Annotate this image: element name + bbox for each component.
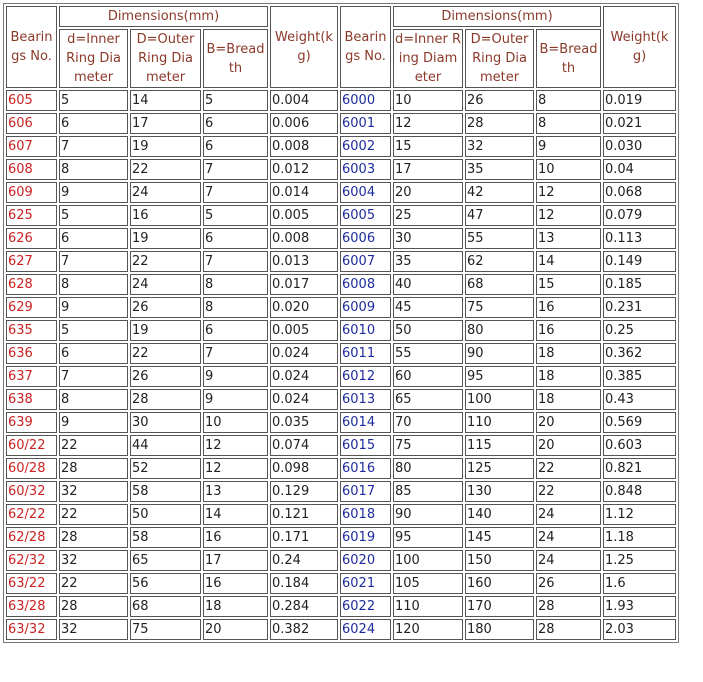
right-inner-diameter-cell: 25 — [393, 205, 463, 226]
left-weight-cell: 0.171 — [270, 527, 338, 548]
right-bearing-no-cell: 6021 — [340, 573, 391, 594]
right-breadth-cell: 18 — [536, 343, 601, 364]
left-inner-diameter-cell: 22 — [59, 504, 128, 525]
right-breadth-cell: 24 — [536, 504, 601, 525]
left-inner-diameter-cell: 28 — [59, 527, 128, 548]
inner-diameter-header-left: d=Inner Ring Diameter — [59, 29, 128, 88]
left-outer-diameter-cell: 58 — [130, 481, 201, 502]
right-bearing-no-cell: 6007 — [340, 251, 391, 272]
right-bearing-no-cell: 6024 — [340, 619, 391, 640]
left-bearing-no-cell: 627 — [6, 251, 57, 272]
right-weight-cell: 0.603 — [603, 435, 676, 456]
right-breadth-cell: 10 — [536, 159, 601, 180]
left-breadth-cell: 6 — [203, 228, 268, 249]
right-breadth-cell: 28 — [536, 619, 601, 640]
left-inner-diameter-cell: 28 — [59, 458, 128, 479]
right-breadth-cell: 18 — [536, 389, 601, 410]
left-weight-cell: 0.121 — [270, 504, 338, 525]
right-inner-diameter-cell: 50 — [393, 320, 463, 341]
right-bearing-no-cell: 6005 — [340, 205, 391, 226]
left-breadth-cell: 16 — [203, 527, 268, 548]
right-breadth-cell: 18 — [536, 366, 601, 387]
right-breadth-cell: 8 — [536, 90, 601, 111]
left-weight-cell: 0.008 — [270, 136, 338, 157]
left-bearing-no-cell: 62/22 — [6, 504, 57, 525]
left-breadth-cell: 7 — [203, 159, 268, 180]
left-breadth-cell: 17 — [203, 550, 268, 571]
left-breadth-cell: 12 — [203, 458, 268, 479]
right-outer-diameter-cell: 140 — [465, 504, 534, 525]
right-inner-diameter-cell: 95 — [393, 527, 463, 548]
left-bearing-no-cell: 628 — [6, 274, 57, 295]
left-inner-diameter-cell: 8 — [59, 274, 128, 295]
right-outer-diameter-cell: 28 — [465, 113, 534, 134]
right-weight-cell: 0.43 — [603, 389, 676, 410]
right-weight-cell: 0.231 — [603, 297, 676, 318]
right-inner-diameter-cell: 120 — [393, 619, 463, 640]
right-inner-diameter-cell: 45 — [393, 297, 463, 318]
right-weight-cell: 1.18 — [603, 527, 676, 548]
left-breadth-cell: 5 — [203, 205, 268, 226]
right-bearing-no-cell: 6004 — [340, 182, 391, 203]
left-outer-diameter-cell: 75 — [130, 619, 201, 640]
right-outer-diameter-cell: 160 — [465, 573, 534, 594]
right-weight-cell: 0.04 — [603, 159, 676, 180]
right-inner-diameter-cell: 85 — [393, 481, 463, 502]
table-row — [6, 481, 676, 502]
right-weight-cell: 2.03 — [603, 619, 676, 640]
table-row — [6, 412, 676, 433]
left-outer-diameter-cell: 44 — [130, 435, 201, 456]
right-outer-diameter-cell: 55 — [465, 228, 534, 249]
right-bearing-no-cell: 6008 — [340, 274, 391, 295]
bearing-no-header-left: Bearings No. — [6, 6, 57, 88]
right-outer-diameter-cell: 32 — [465, 136, 534, 157]
left-inner-diameter-cell: 32 — [59, 550, 128, 571]
right-outer-diameter-cell: 47 — [465, 205, 534, 226]
left-breadth-cell: 5 — [203, 90, 268, 111]
right-bearing-no-cell: 6018 — [340, 504, 391, 525]
right-weight-cell: 0.362 — [603, 343, 676, 364]
table-row — [6, 251, 676, 272]
right-outer-diameter-cell: 145 — [465, 527, 534, 548]
right-outer-diameter-cell: 42 — [465, 182, 534, 203]
table-body — [6, 90, 676, 640]
right-weight-cell: 0.25 — [603, 320, 676, 341]
right-bearing-no-cell: 6014 — [340, 412, 391, 433]
right-bearing-no-cell: 6016 — [340, 458, 391, 479]
right-breadth-cell: 22 — [536, 458, 601, 479]
right-bearing-no-cell: 6013 — [340, 389, 391, 410]
left-weight-cell: 0.008 — [270, 228, 338, 249]
left-inner-diameter-cell: 5 — [59, 320, 128, 341]
left-outer-diameter-cell: 50 — [130, 504, 201, 525]
left-weight-cell: 0.013 — [270, 251, 338, 272]
table-row — [6, 228, 676, 249]
right-inner-diameter-cell: 110 — [393, 596, 463, 617]
right-inner-diameter-cell: 35 — [393, 251, 463, 272]
left-inner-diameter-cell: 5 — [59, 205, 128, 226]
left-bearing-no-cell: 629 — [6, 297, 57, 318]
left-outer-diameter-cell: 68 — [130, 596, 201, 617]
left-breadth-cell: 7 — [203, 343, 268, 364]
right-breadth-cell: 12 — [536, 205, 601, 226]
bearing-spec-table-container — [3, 3, 679, 643]
left-inner-diameter-cell: 9 — [59, 412, 128, 433]
left-outer-diameter-cell: 30 — [130, 412, 201, 433]
dimensions-header-right: Dimensions(mm) — [393, 6, 601, 27]
right-outer-diameter-cell: 80 — [465, 320, 534, 341]
right-breadth-cell: 14 — [536, 251, 601, 272]
left-outer-diameter-cell: 28 — [130, 389, 201, 410]
table-row — [6, 573, 676, 594]
left-breadth-cell: 16 — [203, 573, 268, 594]
left-inner-diameter-cell: 7 — [59, 251, 128, 272]
right-breadth-cell: 15 — [536, 274, 601, 295]
table-row — [6, 458, 676, 479]
right-bearing-no-cell: 6000 — [340, 90, 391, 111]
left-outer-diameter-cell: 24 — [130, 182, 201, 203]
left-breadth-cell: 6 — [203, 320, 268, 341]
right-bearing-no-cell: 6015 — [340, 435, 391, 456]
left-inner-diameter-cell: 28 — [59, 596, 128, 617]
right-breadth-cell: 13 — [536, 228, 601, 249]
right-bearing-no-cell: 6011 — [340, 343, 391, 364]
right-inner-diameter-cell: 90 — [393, 504, 463, 525]
right-inner-diameter-cell: 75 — [393, 435, 463, 456]
right-breadth-cell: 24 — [536, 527, 601, 548]
left-weight-cell: 0.024 — [270, 389, 338, 410]
left-inner-diameter-cell: 7 — [59, 366, 128, 387]
left-outer-diameter-cell: 19 — [130, 320, 201, 341]
left-weight-cell: 0.098 — [270, 458, 338, 479]
right-inner-diameter-cell: 100 — [393, 550, 463, 571]
left-inner-diameter-cell: 22 — [59, 573, 128, 594]
right-outer-diameter-cell: 110 — [465, 412, 534, 433]
right-outer-diameter-cell: 26 — [465, 90, 534, 111]
table-row — [6, 113, 676, 134]
table-header — [6, 6, 676, 88]
left-breadth-cell: 12 — [203, 435, 268, 456]
left-bearing-no-cell: 608 — [6, 159, 57, 180]
left-bearing-no-cell: 60/22 — [6, 435, 57, 456]
inner-diameter-header-right: d=Inner Ring Diameter — [393, 29, 463, 88]
weight-header-left: Weight(kg) — [270, 6, 338, 88]
left-breadth-cell: 9 — [203, 366, 268, 387]
right-inner-diameter-cell: 10 — [393, 90, 463, 111]
right-inner-diameter-cell: 65 — [393, 389, 463, 410]
left-weight-cell: 0.024 — [270, 366, 338, 387]
right-outer-diameter-cell: 180 — [465, 619, 534, 640]
table-row — [6, 596, 676, 617]
left-breadth-cell: 18 — [203, 596, 268, 617]
left-bearing-no-cell: 609 — [6, 182, 57, 203]
right-inner-diameter-cell: 20 — [393, 182, 463, 203]
left-outer-diameter-cell: 16 — [130, 205, 201, 226]
left-inner-diameter-cell: 8 — [59, 389, 128, 410]
table-row — [6, 343, 676, 364]
left-breadth-cell: 6 — [203, 113, 268, 134]
left-weight-cell: 0.024 — [270, 343, 338, 364]
right-outer-diameter-cell: 170 — [465, 596, 534, 617]
right-weight-cell: 0.821 — [603, 458, 676, 479]
left-breadth-cell: 10 — [203, 412, 268, 433]
right-inner-diameter-cell: 17 — [393, 159, 463, 180]
right-weight-cell: 1.12 — [603, 504, 676, 525]
left-bearing-no-cell: 63/22 — [6, 573, 57, 594]
table-row — [6, 527, 676, 548]
right-weight-cell: 1.6 — [603, 573, 676, 594]
left-bearing-no-cell: 63/32 — [6, 619, 57, 640]
left-bearing-no-cell: 626 — [6, 228, 57, 249]
left-weight-cell: 0.382 — [270, 619, 338, 640]
bearing-no-header-right: Bearings No. — [340, 6, 391, 88]
left-bearing-no-cell: 60/28 — [6, 458, 57, 479]
right-weight-cell: 0.021 — [603, 113, 676, 134]
left-bearing-no-cell: 60/32 — [6, 481, 57, 502]
left-outer-diameter-cell: 26 — [130, 366, 201, 387]
weight-header-right: Weight(kg) — [603, 6, 676, 88]
right-bearing-no-cell: 6002 — [340, 136, 391, 157]
left-breadth-cell: 7 — [203, 182, 268, 203]
right-bearing-no-cell: 6003 — [340, 159, 391, 180]
left-breadth-cell: 6 — [203, 136, 268, 157]
right-bearing-no-cell: 6001 — [340, 113, 391, 134]
table-row — [6, 389, 676, 410]
left-bearing-no-cell: 625 — [6, 205, 57, 226]
left-outer-diameter-cell: 58 — [130, 527, 201, 548]
left-outer-diameter-cell: 26 — [130, 297, 201, 318]
right-outer-diameter-cell: 150 — [465, 550, 534, 571]
right-inner-diameter-cell: 30 — [393, 228, 463, 249]
left-inner-diameter-cell: 32 — [59, 619, 128, 640]
right-bearing-no-cell: 6010 — [340, 320, 391, 341]
right-weight-cell: 0.569 — [603, 412, 676, 433]
left-outer-diameter-cell: 65 — [130, 550, 201, 571]
right-breadth-cell: 8 — [536, 113, 601, 134]
right-inner-diameter-cell: 15 — [393, 136, 463, 157]
right-weight-cell: 1.93 — [603, 596, 676, 617]
left-inner-diameter-cell: 6 — [59, 113, 128, 134]
right-outer-diameter-cell: 75 — [465, 297, 534, 318]
left-outer-diameter-cell: 19 — [130, 136, 201, 157]
right-outer-diameter-cell: 100 — [465, 389, 534, 410]
left-inner-diameter-cell: 9 — [59, 297, 128, 318]
table-row — [6, 504, 676, 525]
right-weight-cell: 1.25 — [603, 550, 676, 571]
left-bearing-no-cell: 606 — [6, 113, 57, 134]
right-outer-diameter-cell: 95 — [465, 366, 534, 387]
right-inner-diameter-cell: 80 — [393, 458, 463, 479]
left-inner-diameter-cell: 32 — [59, 481, 128, 502]
left-outer-diameter-cell: 17 — [130, 113, 201, 134]
table-row — [6, 182, 676, 203]
left-weight-cell: 0.020 — [270, 297, 338, 318]
right-weight-cell: 0.019 — [603, 90, 676, 111]
left-weight-cell: 0.035 — [270, 412, 338, 433]
left-inner-diameter-cell: 9 — [59, 182, 128, 203]
right-breadth-cell: 12 — [536, 182, 601, 203]
right-outer-diameter-cell: 68 — [465, 274, 534, 295]
left-breadth-cell: 20 — [203, 619, 268, 640]
table-row — [6, 619, 676, 640]
right-outer-diameter-cell: 35 — [465, 159, 534, 180]
breadth-header-left: B=Breadth — [203, 29, 268, 88]
right-outer-diameter-cell: 125 — [465, 458, 534, 479]
table-row — [6, 274, 676, 295]
left-outer-diameter-cell: 56 — [130, 573, 201, 594]
table-row — [6, 366, 676, 387]
left-outer-diameter-cell: 19 — [130, 228, 201, 249]
right-bearing-no-cell: 6009 — [340, 297, 391, 318]
left-inner-diameter-cell: 7 — [59, 136, 128, 157]
left-bearing-no-cell: 607 — [6, 136, 57, 157]
right-outer-diameter-cell: 90 — [465, 343, 534, 364]
right-inner-diameter-cell: 70 — [393, 412, 463, 433]
table-row — [6, 550, 676, 571]
left-weight-cell: 0.184 — [270, 573, 338, 594]
left-weight-cell: 0.005 — [270, 205, 338, 226]
left-inner-diameter-cell: 5 — [59, 90, 128, 111]
left-outer-diameter-cell: 22 — [130, 251, 201, 272]
right-weight-cell: 0.185 — [603, 274, 676, 295]
left-weight-cell: 0.005 — [270, 320, 338, 341]
left-breadth-cell: 14 — [203, 504, 268, 525]
left-weight-cell: 0.074 — [270, 435, 338, 456]
right-breadth-cell: 16 — [536, 320, 601, 341]
left-outer-diameter-cell: 22 — [130, 343, 201, 364]
right-breadth-cell: 26 — [536, 573, 601, 594]
left-bearing-no-cell: 636 — [6, 343, 57, 364]
right-weight-cell: 0.385 — [603, 366, 676, 387]
right-outer-diameter-cell: 130 — [465, 481, 534, 502]
right-bearing-no-cell: 6017 — [340, 481, 391, 502]
outer-diameter-header-right: D=Outer Ring Diameter — [465, 29, 534, 88]
left-bearing-no-cell: 62/28 — [6, 527, 57, 548]
left-bearing-no-cell: 605 — [6, 90, 57, 111]
right-breadth-cell: 16 — [536, 297, 601, 318]
right-outer-diameter-cell: 62 — [465, 251, 534, 272]
right-bearing-no-cell: 6020 — [340, 550, 391, 571]
right-breadth-cell: 9 — [536, 136, 601, 157]
right-inner-diameter-cell: 40 — [393, 274, 463, 295]
right-breadth-cell: 22 — [536, 481, 601, 502]
left-bearing-no-cell: 62/32 — [6, 550, 57, 571]
breadth-header-right: B=Breadth — [536, 29, 601, 88]
left-breadth-cell: 8 — [203, 297, 268, 318]
right-inner-diameter-cell: 60 — [393, 366, 463, 387]
left-inner-diameter-cell: 6 — [59, 228, 128, 249]
left-weight-cell: 0.129 — [270, 481, 338, 502]
left-outer-diameter-cell: 52 — [130, 458, 201, 479]
left-bearing-no-cell: 635 — [6, 320, 57, 341]
right-weight-cell: 0.113 — [603, 228, 676, 249]
right-weight-cell: 0.848 — [603, 481, 676, 502]
left-inner-diameter-cell: 6 — [59, 343, 128, 364]
left-inner-diameter-cell: 22 — [59, 435, 128, 456]
right-breadth-cell: 28 — [536, 596, 601, 617]
left-bearing-no-cell: 637 — [6, 366, 57, 387]
dimensions-header-left: Dimensions(mm) — [59, 6, 268, 27]
right-breadth-cell: 20 — [536, 435, 601, 456]
right-breadth-cell: 24 — [536, 550, 601, 571]
table-row — [6, 205, 676, 226]
left-breadth-cell: 9 — [203, 389, 268, 410]
left-weight-cell: 0.017 — [270, 274, 338, 295]
left-breadth-cell: 13 — [203, 481, 268, 502]
left-breadth-cell: 7 — [203, 251, 268, 272]
left-weight-cell: 0.24 — [270, 550, 338, 571]
left-bearing-no-cell: 638 — [6, 389, 57, 410]
left-outer-diameter-cell: 14 — [130, 90, 201, 111]
table-row — [6, 136, 676, 157]
right-weight-cell: 0.068 — [603, 182, 676, 203]
table-row — [6, 297, 676, 318]
right-weight-cell: 0.079 — [603, 205, 676, 226]
table-row — [6, 435, 676, 456]
left-breadth-cell: 8 — [203, 274, 268, 295]
left-weight-cell: 0.014 — [270, 182, 338, 203]
outer-diameter-header-left: D=Outer Ring Diameter — [130, 29, 201, 88]
left-weight-cell: 0.284 — [270, 596, 338, 617]
table-row — [6, 159, 676, 180]
right-weight-cell: 0.149 — [603, 251, 676, 272]
left-weight-cell: 0.006 — [270, 113, 338, 134]
bearing-spec-table — [3, 3, 679, 643]
right-bearing-no-cell: 6006 — [340, 228, 391, 249]
table-row — [6, 90, 676, 111]
right-bearing-no-cell: 6022 — [340, 596, 391, 617]
left-bearing-no-cell: 639 — [6, 412, 57, 433]
right-weight-cell: 0.030 — [603, 136, 676, 157]
right-bearing-no-cell: 6012 — [340, 366, 391, 387]
table-row — [6, 320, 676, 341]
left-inner-diameter-cell: 8 — [59, 159, 128, 180]
left-outer-diameter-cell: 24 — [130, 274, 201, 295]
right-outer-diameter-cell: 115 — [465, 435, 534, 456]
right-breadth-cell: 20 — [536, 412, 601, 433]
right-inner-diameter-cell: 12 — [393, 113, 463, 134]
header-row-1 — [6, 6, 676, 27]
right-inner-diameter-cell: 105 — [393, 573, 463, 594]
left-weight-cell: 0.012 — [270, 159, 338, 180]
left-outer-diameter-cell: 22 — [130, 159, 201, 180]
right-inner-diameter-cell: 55 — [393, 343, 463, 364]
left-bearing-no-cell: 63/28 — [6, 596, 57, 617]
left-weight-cell: 0.004 — [270, 90, 338, 111]
right-bearing-no-cell: 6019 — [340, 527, 391, 548]
